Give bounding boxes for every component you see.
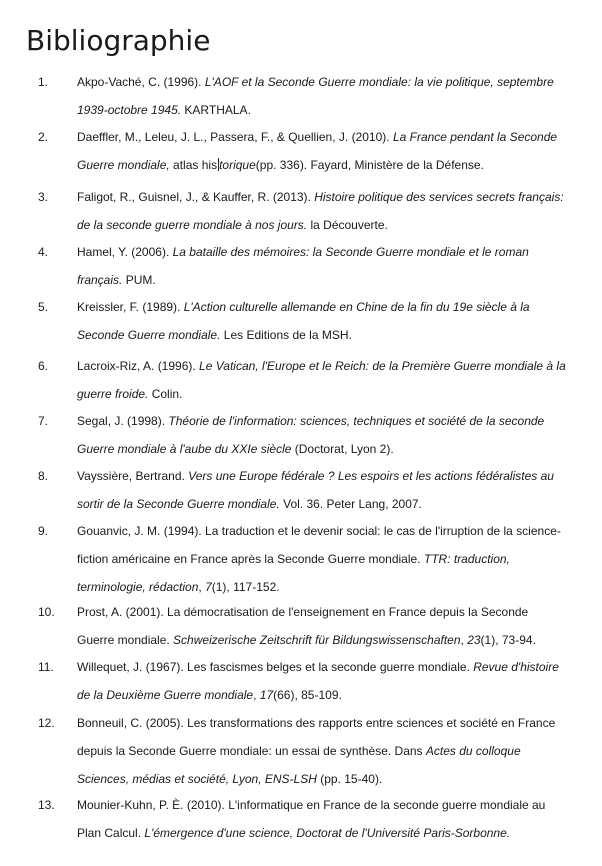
text-segment: Colin. bbox=[148, 387, 183, 401]
entry-line bbox=[77, 633, 536, 647]
text-segment: la Découverte. bbox=[307, 218, 388, 232]
italic-text: Guerre mondiale, bbox=[77, 158, 174, 172]
italic-text: Sciences, médias et société, Lyon, ENS-LSH bbox=[77, 772, 317, 786]
text-segment: Kreissler, F. (1989). bbox=[77, 300, 184, 314]
entry-line bbox=[77, 103, 251, 117]
italic-text: de la seconde guerre mondiale à nos jours. bbox=[77, 218, 308, 232]
entry-line bbox=[77, 442, 394, 456]
italic-text: guerre froide. bbox=[77, 387, 149, 401]
entry-number: 2. bbox=[38, 130, 49, 144]
italic-text: 23 bbox=[467, 633, 481, 647]
entry-number: 1. bbox=[38, 75, 49, 89]
text-segment: Bonneuil, C. (2005). Les transformations des rapports entre sciences et société en France bbox=[77, 716, 556, 730]
italic-text: torique bbox=[219, 158, 256, 172]
text-segment: depuis la Seconde Guerre mondiale: un essai de synthèse. Dans bbox=[77, 744, 426, 758]
italic-text: Vers une Europe fédérale ? Les espoirs et les actions fédéralistes au bbox=[188, 469, 554, 483]
entry-line bbox=[77, 273, 156, 287]
text-segment: Vayssière, Bertrand. bbox=[77, 469, 189, 483]
italic-text: français. bbox=[77, 273, 123, 287]
entry-number: 13. bbox=[38, 798, 55, 812]
text-segment: , bbox=[460, 633, 468, 647]
entry-number: 10. bbox=[38, 605, 55, 619]
text-segment: Segal, J. (1998). bbox=[77, 414, 169, 428]
entry-number: 4. bbox=[38, 245, 49, 259]
text-segment: Plan Calcul. bbox=[77, 826, 145, 840]
entry-line bbox=[77, 245, 529, 259]
text-segment: , bbox=[253, 688, 260, 702]
text-segment: Hamel, Y. (2006). bbox=[77, 245, 173, 259]
text-segment: Guerre mondiale. bbox=[77, 633, 174, 647]
entry-line bbox=[77, 158, 484, 172]
italic-text: L'AOF et la Seconde Guerre mondiale: la vie politique, septembre bbox=[204, 75, 554, 89]
italic-text: Seconde bbox=[77, 328, 128, 342]
text-segment: Prost, A. (2001). La démocratisation de l'enseignement en France depuis la Seconde bbox=[77, 605, 529, 619]
entry-line bbox=[77, 218, 388, 232]
text-segment: , bbox=[198, 580, 206, 594]
italic-text: 17 bbox=[259, 688, 274, 702]
italic-text: L'Action culturelle allemande en Chine de la fin du 19e siècle à la bbox=[183, 300, 530, 314]
entry-number: 6. bbox=[38, 359, 49, 373]
entry-line bbox=[77, 190, 564, 204]
text-segment: atlas his bbox=[173, 158, 218, 172]
entry-line bbox=[77, 716, 555, 730]
entry-number: 5. bbox=[38, 300, 49, 314]
entry-line bbox=[77, 524, 561, 538]
text-segment: Mounier-Kuhn, P. È. (2010). L'informatique en France de la seconde guerre mondiale au bbox=[77, 798, 546, 812]
entry-line bbox=[77, 359, 566, 373]
italic-text: sortir de la Seconde Guerre mondiale. bbox=[77, 497, 280, 511]
text-segment: (pp. 336). Fayard, Ministère de la Défense. bbox=[255, 158, 484, 172]
text-segment: (66), 85-109. bbox=[273, 688, 342, 702]
italic-text: TTR: traduction, bbox=[423, 552, 510, 566]
entry-line bbox=[77, 744, 521, 758]
italic-text: terminologie, rédaction bbox=[77, 580, 199, 594]
entry-number: 11. bbox=[38, 660, 54, 674]
text-segment: Les Editions de la MSH. bbox=[220, 328, 352, 342]
entry-number: 12. bbox=[38, 716, 55, 730]
text-segment: (Doctorat, Lyon 2). bbox=[291, 442, 394, 456]
italic-text: Histoire politique des services secrets français: bbox=[314, 190, 564, 204]
entry-line bbox=[77, 605, 528, 619]
italic-text: 7 bbox=[205, 580, 212, 594]
italic-text: Schweizerische Zeitschrift für Bildungswissenschaften bbox=[173, 633, 461, 647]
entry-line bbox=[77, 660, 559, 674]
entry-line bbox=[77, 300, 530, 314]
page-title: Bibliographie bbox=[26, 24, 211, 57]
entry-number: 7. bbox=[38, 414, 49, 428]
italic-text: de la Deuxième Guerre mondiale bbox=[77, 688, 254, 702]
entry-line bbox=[77, 552, 510, 566]
entry-number: 3. bbox=[38, 190, 49, 204]
entry-line bbox=[77, 688, 342, 702]
italic-text: Guerre mondiale. bbox=[127, 328, 221, 342]
text-segment: PUM. bbox=[122, 273, 156, 287]
text-segment: Willequet, J. (1967). Les fascismes belges et la seconde guerre mondiale. bbox=[77, 660, 474, 674]
text-segment: Faligot, R., Guisnel, J., & Kauffer, R. (2013). bbox=[77, 190, 315, 204]
text-segment: (1), 73-94. bbox=[480, 633, 536, 647]
text-segment: fiction américaine en France après la Seconde Guerre mondiale. bbox=[77, 552, 424, 566]
text-segment: Vol. 36. Peter Lang, 2007. bbox=[279, 497, 422, 511]
italic-text: 1939-octobre 1945. bbox=[77, 103, 182, 117]
entry-line bbox=[77, 130, 557, 144]
entry-line bbox=[77, 414, 544, 428]
entry-number: 8. bbox=[38, 469, 49, 483]
italic-text: La bataille des mémoires: la Seconde Guerre mondiale et le roman bbox=[172, 245, 529, 259]
italic-text: La France pendant la Seconde bbox=[392, 130, 558, 144]
entry-line bbox=[77, 328, 352, 342]
italic-text: Actes du colloque bbox=[425, 744, 521, 758]
entry-line bbox=[77, 772, 382, 786]
entry-number: 9. bbox=[38, 524, 49, 538]
italic-text: Le Vatican, l'Europe et le Reich: de la Première Guerre mondiale à la bbox=[199, 359, 566, 373]
italic-text: Guerre mondiale à l'aube du XXIe siècle bbox=[77, 442, 292, 456]
entry-line bbox=[77, 387, 182, 401]
text-segment: (1), 117-152. bbox=[211, 580, 280, 594]
entry-line bbox=[77, 469, 554, 483]
text-segment: Akpo-Vaché, C. (1996). bbox=[77, 75, 205, 89]
entry-line bbox=[77, 497, 422, 511]
entry-line bbox=[77, 75, 554, 89]
text-segment: Gouanvic, J. M. (1994). La traduction et le devenir social: le cas de l'irruption de la science- bbox=[77, 524, 561, 538]
text-segment: (pp. 15-40). bbox=[316, 772, 383, 786]
text-segment: KARTHALA. bbox=[181, 103, 251, 117]
entry-line bbox=[77, 580, 280, 594]
italic-text: Revue d'histoire bbox=[473, 660, 559, 674]
italic-text: Théorie de l'information: sciences, techniques et société de la seconde bbox=[168, 414, 545, 428]
italic-text: L'émergence d'une science, Doctorat de l'Université Paris-Sorbonne. bbox=[144, 826, 511, 840]
text-segment: Lacroix-Riz, A. (1996). bbox=[77, 359, 200, 373]
text-segment: Daeffler, M., Leleu, J. L., Passera, F., & Quellien, J. (2010). bbox=[77, 130, 393, 144]
entry-line bbox=[77, 798, 545, 812]
entry-line bbox=[77, 826, 510, 840]
